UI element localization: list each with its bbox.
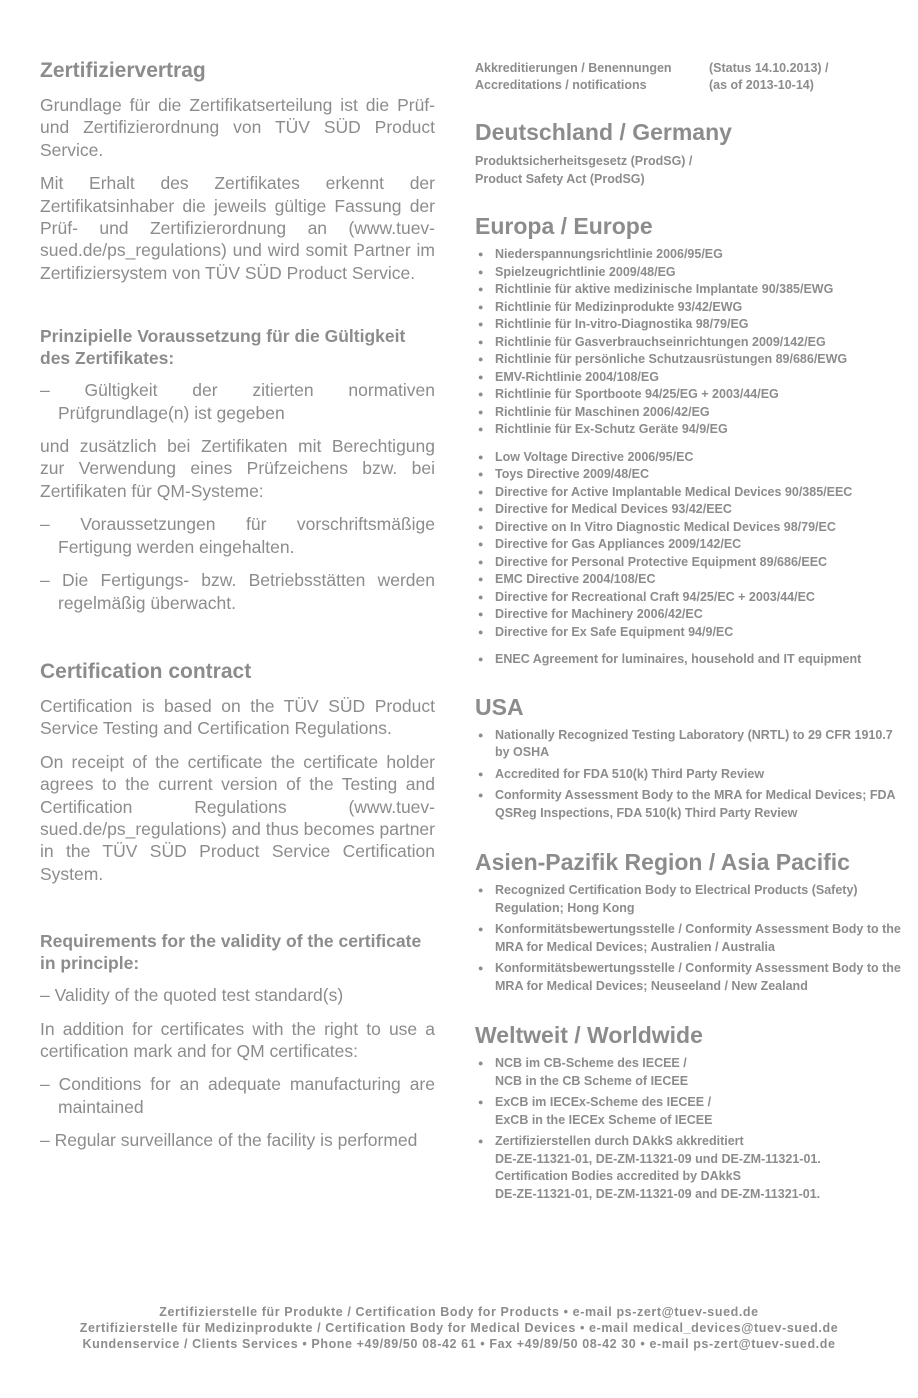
prodsg-de: Produktsicherheitsgesetz (ProdSG) / (475, 154, 693, 168)
req-dash-2: – Conditions for an adequate manufacturing are maintained (40, 1074, 435, 1117)
usa-heading: USA (475, 693, 524, 720)
list-item (475, 1094, 905, 1129)
list-item-line: ● ExCB im IECEx-Scheme des IECEE / (495, 1095, 712, 1109)
prinzipielle-heading: Prinzipielle Voraussetzung für die Gültigkeit des Zertifikates: (40, 326, 406, 369)
enec-list (475, 651, 905, 669)
prinz-dash-1: – Gültigkeit der zitierten normativen Prüfgrundlage(n) ist gegeben (40, 380, 435, 423)
list-item: ● Richtlinie für Medizinprodukte 93/42/EWG (475, 299, 905, 317)
prinz-paragraph: und zusätzlich bei Zertifikaten mit Berechtigung zur Verwendung eines Prüfzeichens bzw. bei Zertifikaten für QM-Systeme: (40, 436, 435, 501)
list-item-line: ● NCB im CB-Scheme des IECEE / (495, 1056, 687, 1070)
acc-label-de: Akkreditierungen / Benennungen (475, 61, 672, 75)
footer-line-products: Zertifizierstelle für Produkte / Certification Body for Products • e-mail ps-zert@tuev-sued.de (159, 1305, 759, 1319)
list-item: ● Accredited for FDA 510(k) Third Party Review (475, 766, 905, 784)
list-item: ● Low Voltage Directive 2006/95/EC (475, 449, 905, 467)
list-item-line: DE-ZE-11321-01, DE-ZM-11321-09 and DE-ZM-11321-01. (495, 1186, 821, 1201)
list-item: ● Richtlinie für Maschinen 2006/42/EG (475, 404, 905, 422)
cert-paragraph-1: Certification is based on the TÜV SÜD Product Service Testing and Certification Regulations. (40, 695, 435, 739)
accreditations-header (475, 60, 905, 94)
list-item: ● EMC Directive 2004/108/EC (475, 571, 905, 589)
asia-pacific-heading: Asien-Pazifik Region / Asia Pacific (475, 849, 850, 875)
list-item: ● Recognized Certification Body to Electrical Products (Safety) Regulation; Hong Kong (475, 882, 905, 917)
footer-line-service: Kundenservice / Clients Services • Phone +49/89/50 08-42 61 • Fax +49/89/50 08-42 30 • e-mail ps-zert@tuev-sued.de (82, 1337, 836, 1351)
list-item: ● Directive for Recreational Craft 94/25/EC + 2003/44/EC (475, 589, 905, 607)
list-item (475, 1055, 905, 1090)
list-item-line: DE-ZE-11321-01, DE-ZM-11321-09 und DE-ZM-11321-01. (495, 1151, 821, 1166)
list-item: ● Toys Directive 2009/48/EC (475, 466, 905, 484)
list-item: ● Directive for Personal Protective Equipment 89/686/EEC (475, 554, 905, 572)
zert-paragraph-2: Mit Erhalt des Zertifikates erkennt der Zertifikatsinhaber die jeweils gültige Fassung der Prüf- und Zertifizierordnung an (www.tuev-sued.de/ps_regulations) und wird somit Partner im Zertifiziersystem von TÜV SÜD Product Service. (40, 173, 435, 283)
list-item-line: NCB in the CB Scheme of IECEE (495, 1073, 689, 1088)
prinz-dash-3: – Die Fertigungs- bzw. Betriebsstätten werden regelmäßig überwacht. (40, 570, 435, 613)
footer (0, 1304, 918, 1352)
prodsg-en: Product Safety Act (ProdSG) (475, 172, 645, 186)
eu-directives-en (475, 449, 905, 642)
usa-list (475, 727, 905, 823)
list-item: ● Richtlinie für persönliche Schutzausrüstungen 89/686/EWG (475, 351, 905, 369)
list-item-line: ExCB in the IECEx Scheme of IECEE (495, 1112, 713, 1127)
list-item-line: Certification Bodies accredited by DAkkS (495, 1169, 741, 1183)
list-item: ● Konformitätsbewertungsstelle / Conformity Assessment Body to the MRA for Medical Devices; Neuseeland / New Zealand (475, 960, 905, 995)
list-item: ● Konformitätsbewertungsstelle / Conformity Assessment Body to the MRA for Medical Devices; Australien / Australia (475, 921, 905, 956)
worldwide-list (475, 1055, 905, 1203)
list-item: ● Directive for Ex Safe Equipment 94/9/EC (475, 624, 905, 642)
right-column (475, 60, 905, 1207)
zert-paragraph-1: Grundlage für die Zertifikatserteilung ist die Prüf- und Zertifizierordnung von TÜV SÜD Product Service. (40, 95, 435, 160)
asia-list (475, 882, 905, 995)
worldwide-heading: Weltweit / Worldwide (475, 1022, 703, 1048)
list-item: ● Niederspannungsrichtlinie 2006/95/EG (475, 246, 905, 264)
europe-heading: Europa / Europe (475, 213, 653, 239)
list-item: ● Directive for Gas Appliances 2009/142/EC (475, 536, 905, 554)
prinz-dash-2: – Voraussetzungen für vorschriftsmäßige Fertigung werden eingehalten. (40, 514, 435, 557)
list-item: ● Richtlinie für aktive medizinische Implantate 90/385/EWG (475, 281, 905, 299)
list-item: ● Nationally Recognized Testing Laboratory (NRTL) to 29 CFR 1910.7 by OSHA (475, 727, 905, 762)
eu-directives-de (475, 246, 905, 439)
list-item: ● Richtlinie für Sportboote 94/25/EG + 2003/44/EG (475, 386, 905, 404)
list-item-line: ● Zertifizierstellen durch DAkkS akkreditiert (495, 1134, 744, 1148)
req-dash-3: – Regular surveillance of the facility is performed (40, 1130, 418, 1151)
list-item: ● Directive for Machinery 2006/42/EC (475, 606, 905, 624)
list-item: ● Directive for Medical Devices 93/42/EEC (475, 501, 905, 519)
list-item: ● Directive on In Vitro Diagnostic Medical Devices 98/79/EC (475, 519, 905, 537)
requirements-heading: Requirements for the validity of the certificate in principle: (40, 931, 422, 974)
list-item: ● Directive for Active Implantable Medical Devices 90/385/EEC (475, 484, 905, 502)
req-dash-1: – Validity of the quoted test standard(s) (40, 985, 344, 1006)
list-item: ● EMV-Richtlinie 2004/108/EG (475, 369, 905, 387)
germany-heading: Deutschland / Germany (475, 119, 732, 145)
footer-line-medical: Zertifizierstelle für Medizinprodukte / Certification Body for Medical Devices • e-mail medical_devices@tuev-sued.de (79, 1321, 839, 1335)
certification-contract-heading: Certification contract (40, 659, 252, 683)
list-item: ● Spielzeugrichtlinie 2009/48/EG (475, 264, 905, 282)
list-item (475, 1133, 905, 1203)
acc-status-de: (Status 14.10.2013) / (709, 61, 829, 75)
list-item: ● Richtlinie für Gasverbrauchseinrichtungen 2009/142/EG (475, 334, 905, 352)
cert-paragraph-2: On receipt of the certificate the certificate holder agrees to the current version of the Testing and Certification Regulations (www.tuev-sued.de/ps_regulations) and thus becomes partner in the TÜV SÜD Product Service Certification System. (40, 751, 435, 884)
list-item: ● Richtlinie für In-vitro-Diagnostika 98/79/EG (475, 316, 905, 334)
list-item: ● Conformity Assessment Body to the MRA for Medical Devices; FDA QSReg Inspections, FDA 510(k) Third Party Review (475, 787, 905, 822)
req-paragraph: In addition for certificates with the right to use a certification mark and for QM certificates: (40, 1018, 435, 1061)
acc-status-en: (as of 2013-10-14) (709, 78, 814, 92)
list-item: ● Richtlinie für Ex-Schutz Geräte 94/9/EG (475, 421, 905, 439)
left-column (40, 58, 435, 1163)
zertifiziervertrag-heading: Zertifiziervertrag (40, 59, 206, 82)
acc-label-en: Accreditations / notifications (475, 78, 647, 92)
list-item: ● ENEC Agreement for luminaires, household and IT equipment (475, 651, 905, 669)
